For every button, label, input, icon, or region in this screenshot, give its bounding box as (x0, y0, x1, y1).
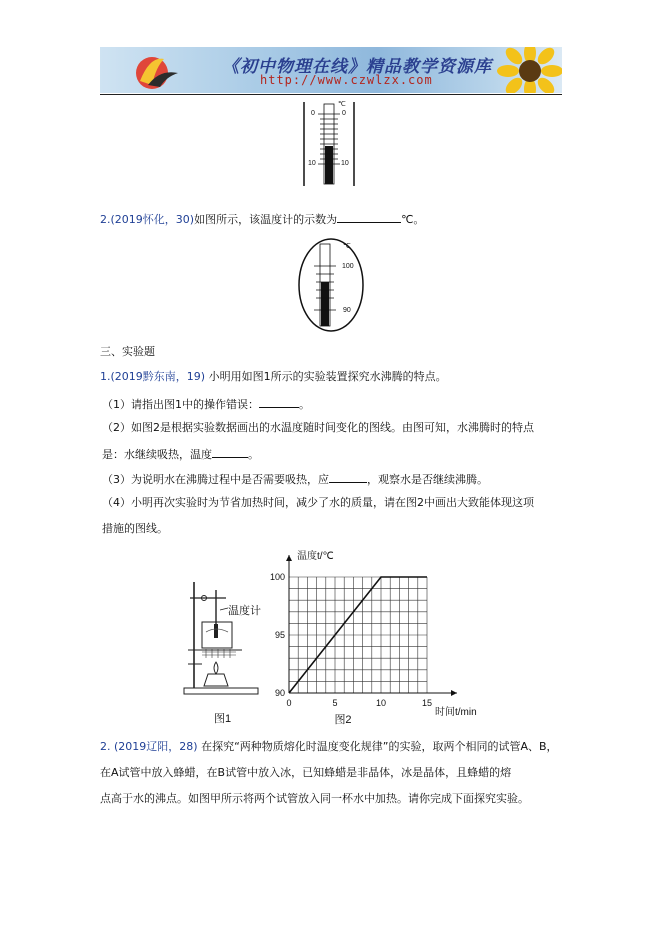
q2-text: 如图所示，该温度计的示数为 (194, 213, 338, 226)
figure-1-caption: 图1 (214, 713, 232, 725)
temperature-chart-svg (260, 543, 490, 728)
answer-blank[interactable] (329, 471, 367, 483)
y-tick-label: 100 (269, 572, 285, 582)
exp1-sub4-line1: （4）小明再次实验时为节省加热时间，减少了水的质量，请在图2中画出大致能体现这项 (102, 496, 534, 509)
sunflower-icon (495, 47, 562, 93)
q2-source: (2019怀化，30) (110, 213, 195, 226)
thermometer-figure-2 (296, 236, 366, 334)
exp1-sub3 (102, 471, 488, 487)
q2-unit: ℃。 (401, 213, 425, 226)
figure-2-caption: 图2 (334, 714, 352, 726)
thermometer-figure-1 (300, 100, 360, 188)
temperature-chart (260, 543, 490, 728)
exp1-sub3-text: （3）为说明水在沸腾过程中是否需要吸热，应 (102, 473, 329, 486)
exp1-source: (2019黔东南，19) (110, 370, 206, 383)
exp1-sub2-text: 是：水继续吸热，温度 (102, 448, 212, 461)
exp1-sub2-line1: （2）如图2是根据实验数据画出的水温度随时间变化的图线。由图可知，水沸腾时的特点 (102, 421, 534, 434)
x-tick-label: 0 (286, 698, 292, 708)
exp1-sub3-end: ，观察水是否继续沸腾。 (367, 473, 488, 486)
exp1-stem-text: 小明用如图1所示的实验装置探究水沸腾的特点。 (208, 370, 447, 383)
x-tick-label: 10 (375, 698, 387, 708)
therm1-right-label: 0 (342, 110, 346, 117)
exp1-sub2-end: 。 (248, 448, 259, 461)
therm1-right-label: 10 (341, 160, 349, 167)
answer-blank[interactable] (259, 396, 299, 408)
exp1-stem (100, 370, 447, 384)
exp2-number: 2. (100, 740, 111, 753)
x-axis-arrow (451, 690, 457, 696)
y-axis-label: 温度t/℃ (297, 551, 334, 562)
therm2-unit: ℃ (343, 243, 351, 250)
exp1-sub1-end: 。 (299, 398, 310, 411)
therm2-label: 100 (342, 263, 354, 270)
exp1-sub4-line2: 措施的图线。 (102, 522, 168, 535)
x-tick-label: 5 (332, 698, 338, 708)
exp2-line1 (100, 740, 558, 754)
answer-blank[interactable] (212, 446, 248, 458)
section-title: 三、实验题 (100, 345, 155, 358)
thermometer-label: 温度计 (228, 605, 261, 617)
therm2-label: 90 (343, 307, 351, 314)
exp2-source: (2019辽阳，28) (114, 740, 198, 753)
exp1-number: 1. (100, 370, 111, 383)
header-divider (100, 94, 562, 95)
x-tick-label: 15 (421, 698, 433, 708)
exp2-line3: 点高于水的沸点。如图甲所示将两个试管放入同一杯水中加热。请你完成下面探究实验。 (100, 792, 529, 805)
exp2-line2: 在A试管中放入蜂蜡，在B试管中放入冰，已知蜂蜡是非晶体，冰是晶体，且蜂蜡的熔 (100, 766, 512, 779)
question-2 (100, 211, 424, 227)
exp1-sub1 (102, 396, 310, 412)
y-tick-label: 95 (274, 630, 285, 640)
q2-number: 2. (100, 213, 111, 226)
therm1-left-label: 0 (311, 110, 315, 117)
exp1-sub1-text: （1）请指出图1中的操作错误： (102, 398, 259, 411)
y-axis-arrow (286, 555, 292, 561)
banner-url[interactable]: http://www.czwlzx.com (260, 73, 433, 87)
exp2-text-1: 在探究“两种物质熔化时温度变化规律”的实验，取两个相同的试管A、B， (201, 740, 558, 753)
x-axis-label: 时间t/min (435, 707, 477, 718)
answer-blank[interactable] (337, 211, 401, 223)
therm1-left-label: 10 (308, 160, 316, 167)
exp1-sub2-line2 (102, 446, 259, 462)
y-tick-label: 90 (274, 688, 285, 698)
logo-icon (130, 51, 190, 91)
header-banner (100, 47, 562, 93)
banner-title: 《初中物理在线》精品教学资源库 (222, 57, 492, 77)
therm1-unit: ℃ (338, 101, 346, 108)
